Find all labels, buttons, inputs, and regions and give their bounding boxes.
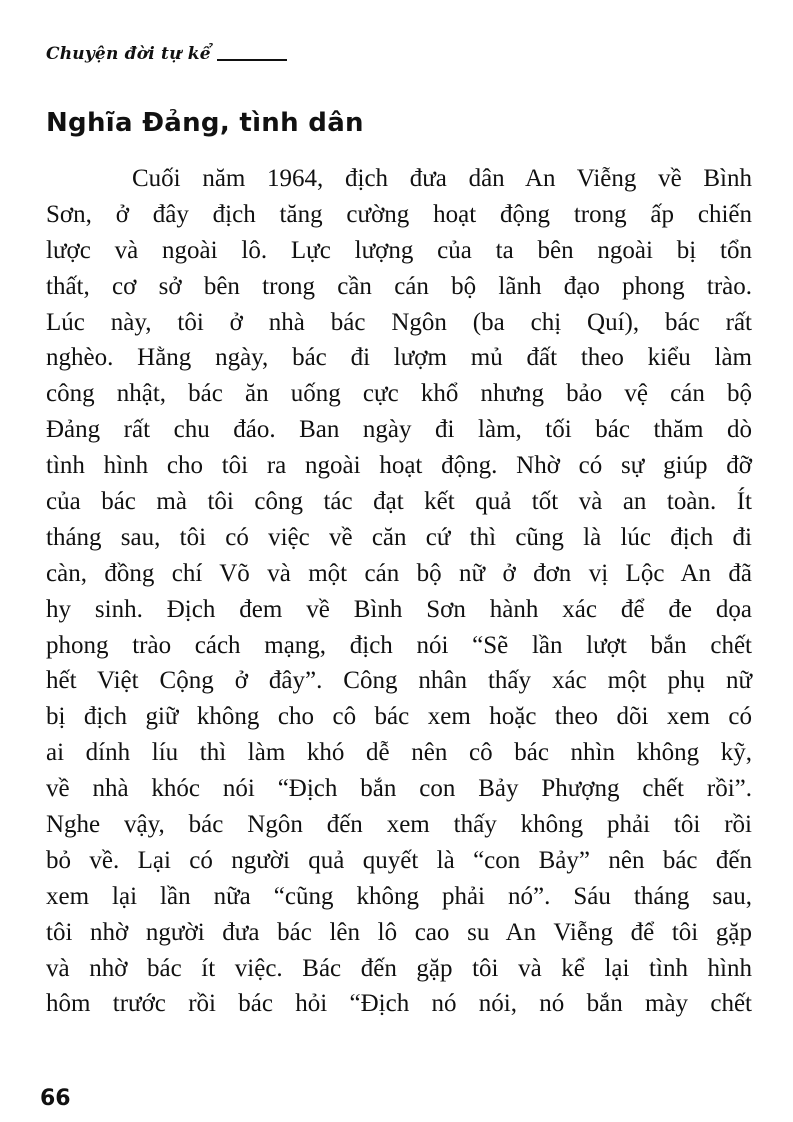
text-line: Lúc này, tôi ở nhà bác Ngôn (ba chị Quí), bác rất: [46, 308, 752, 336]
text-line: hôm trước rồi bác hỏi “Địch nó nói, nó bắn mày chết: [46, 990, 752, 1018]
text-line: nghèo. Hằng ngày, bác đi lượm mủ đất theo kiểu làm: [46, 344, 752, 372]
text-line: lược và ngoài lô. Lực lượng của ta bên ngoài bị tổn: [46, 236, 752, 264]
text-line: Sơn, ở đây địch tăng cường hoạt động trong ấp chiến: [46, 200, 752, 228]
text-line: của bác mà tôi công tác đạt kết quả tốt và an toàn. Ít: [46, 488, 752, 516]
text-line: hết Việt Cộng ở đây”. Công nhân thấy xác một phụ nữ: [46, 667, 752, 695]
page-number: 66: [40, 1086, 71, 1111]
text-line: ai dính líu thì làm khó dễ nên cô bác nhìn không kỹ,: [46, 739, 752, 767]
text-line: càn, đồng chí Võ và một cán bộ nữ ở đơn vị Lộc An đã: [46, 559, 752, 587]
text-line: Đảng rất chu đáo. Ban ngày đi làm, tối bác thăm dò: [46, 416, 752, 444]
text-line: về nhà khóc nói “Địch bắn con Bảy Phượng chết rồi”.: [46, 775, 752, 803]
body-paragraph: [46, 161, 752, 1022]
running-header: [46, 44, 287, 64]
text-line: công nhật, bác ăn uống cực khổ nhưng bảo vệ cán bộ: [46, 380, 752, 408]
text-line: tôi nhờ người đưa bác lên lô cao su An Viễng để tôi gặp: [46, 918, 752, 946]
text-line: Cuối năm 1964, địch đưa dân An Viễng về Bình: [132, 165, 752, 192]
text-line: xem lại lần nữa “cũng không phải nó”. Sáu tháng sau,: [46, 882, 752, 910]
text-line: thất, cơ sở bên trong cần cán bộ lãnh đạo phong trào.: [46, 272, 752, 300]
text-line: bị địch giữ không cho cô bác xem hoặc theo dõi xem có: [46, 703, 752, 731]
text-line: và nhờ bác ít việc. Bác đến gặp tôi và kể lại tình hình: [46, 954, 752, 982]
text-line: phong trào cách mạng, địch nói “Sẽ lần lượt bắn chết: [46, 631, 752, 659]
text-line: Nghe vậy, bác Ngôn đến xem thấy không phải tôi rồi: [46, 811, 752, 839]
header-rule: [217, 59, 287, 61]
text-line: bỏ về. Lại có người quả quyết là “con Bảy” nên bác đến: [46, 846, 752, 874]
text-line: hy sinh. Địch đem về Bình Sơn hành xác để đe dọa: [46, 595, 752, 623]
running-title: Chuyện đời tự kể: [46, 44, 211, 64]
text-line: tình hình cho tôi ra ngoài hoạt động. Nhờ có sự giúp đỡ: [46, 452, 752, 480]
text-line: tháng sau, tôi có việc về căn cứ thì cũng là lúc địch đi: [46, 523, 752, 551]
section-title: Nghĩa Đảng, tình dân: [46, 108, 364, 138]
